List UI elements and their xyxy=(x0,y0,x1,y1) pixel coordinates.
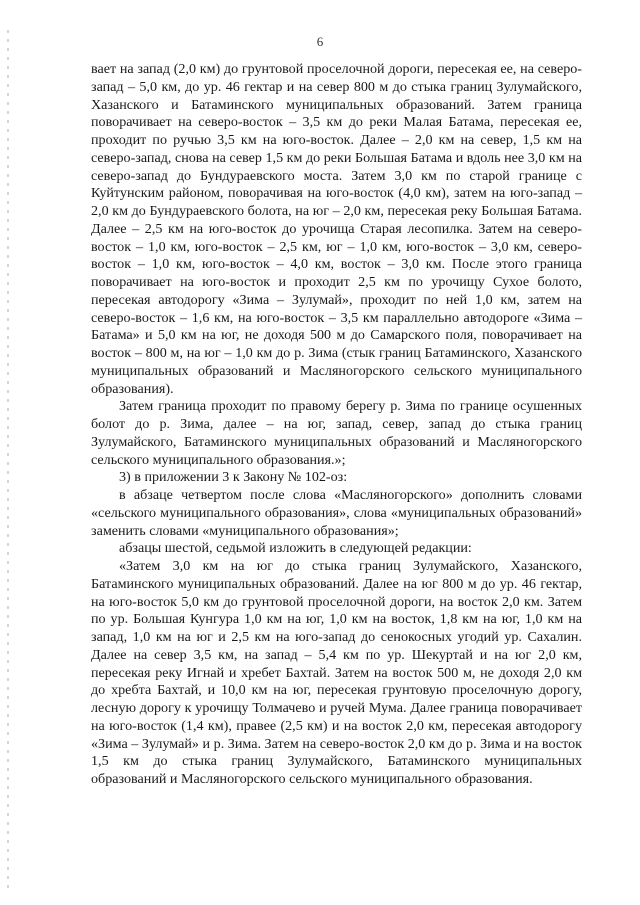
paragraph-5: абзацы шестой, седьмой изложить в следующей редакции: xyxy=(119,540,472,557)
scan-binding-marks xyxy=(7,30,9,890)
paragraph-3: 3) в приложении 3 к Закону № 102-оз: xyxy=(119,469,348,486)
paragraph-6: «Затем 3,0 км на юг до стыка границ Зулумайского, Хазанского, Батаминского муниципальных образований. Далее на юг 800 м до ур. 46 гектар, на юго-восток 5,0 км до грунтовой проселочной дороги, на восток 2,0 км. Затем по ур. Большая Кунгура 1,0 км на юг, 1,0 км на восток, 1,8 км на юг, 1,0 км на запад, 1,0 км на юг и 2,5 км на юго-запад до сенокосных угодий ур. Сахалин. Далее на север 3,5 км, на запад – 5,4 км по ур. Шекуртай и на юг 2,0 км, пересекая реку Игнай и хребет Бахтай. Затем на восток 500 м, не доходя 2,0 км до хребта Бахтай, и 10,0 км на юг, пересекая грунтовую проселочную дорогу, лесную дорогу к урочищу Толмачево и ручей Мума. Далее граница поворачивает на юго-восток (1,4 км), правее (2,5 км) и на восток 2,0 км, пересекая автодорогу «Зима – Зулумай» и р. Зима. Затем на северо-восток 2,0 км до р. Зима и на восток 1,5 км до стыка границ Зулумайского, Батаминского муниципальных образований и Масляногорского сельского муниципального образования. xyxy=(91,558,582,787)
page-number: 6 xyxy=(316,34,324,49)
paragraph-1: вает на запад (2,0 км) до грунтовой проселочной дороги, пересекая ее, на северо-запад – 5,0 км, до ур. 46 гектар и на север 800 м до стыка границ Зулумайского, Хазанского и Батаминского муниципальных образований. Затем граница поворачивает на северо-восток – 3,5 км до реки Малая Батама, пересекая ее, проходит по ручью 3,5 км на юго-восток. Далее – 2,0 км на север, 1,5 км на северо-запад, снова на север 1,5 км до реки Большая Батама и вдоль нее 3,0 км на северо-запад до Бундураевского моста. Затем 3,0 км по старой границе с Куйтунским районом, поворачивая на юго-восток (4,0 км), затем на юго-запад – 2,0 км до Бундураевского болота, на юг – 2,0 км, пересекая реку Большая Батама. Далее – 2,5 км на юго-восток до урочища Старая лесопилка. Затем на северо-восток – 1,0 км, юго-восток – 2,5 км, юг – 1,0 км, юго-восток – 3,0 км, северо-восток – 1,0 км, юго-восток – 4,0 км, восток – 3,0 км. После этого граница поворачивает на юго-восток и проходит 2,5 км по урочищу Сухое болото, пересекая автодорогу «Зима – Зулумай», проходит по ней 1,0 км, затем на северо-восток – 1,6 км, на юго-восток – 3,5 км параллельно автодороге «Зима – Батама» и 5,0 км на юг, не доходя 500 м до Самарского поля, поворачивает на восток – 800 м, на юг – 1,0 км до р. Зима (стык границ Батаминского, Хазанского муниципальных образований и Масляногорского сельского муниципального образования). xyxy=(91,61,582,397)
paragraph-4: в абзаце четвертом после слова «Масляногорского» дополнить словами «сельского муниципального образования», слова «муниципальных образований» заменить словами «муниципального образования»; xyxy=(91,487,582,539)
body-text-top xyxy=(91,61,582,789)
paragraph-2: Затем граница проходит по правому берегу р. Зима по границе осушенных болот до р. Зима, далее – на юг, запад, север, запад до стыка границ Зулумайского, Батаминского муниципальных образований и Масляногорского сельского муниципального образования.»; xyxy=(91,398,582,468)
